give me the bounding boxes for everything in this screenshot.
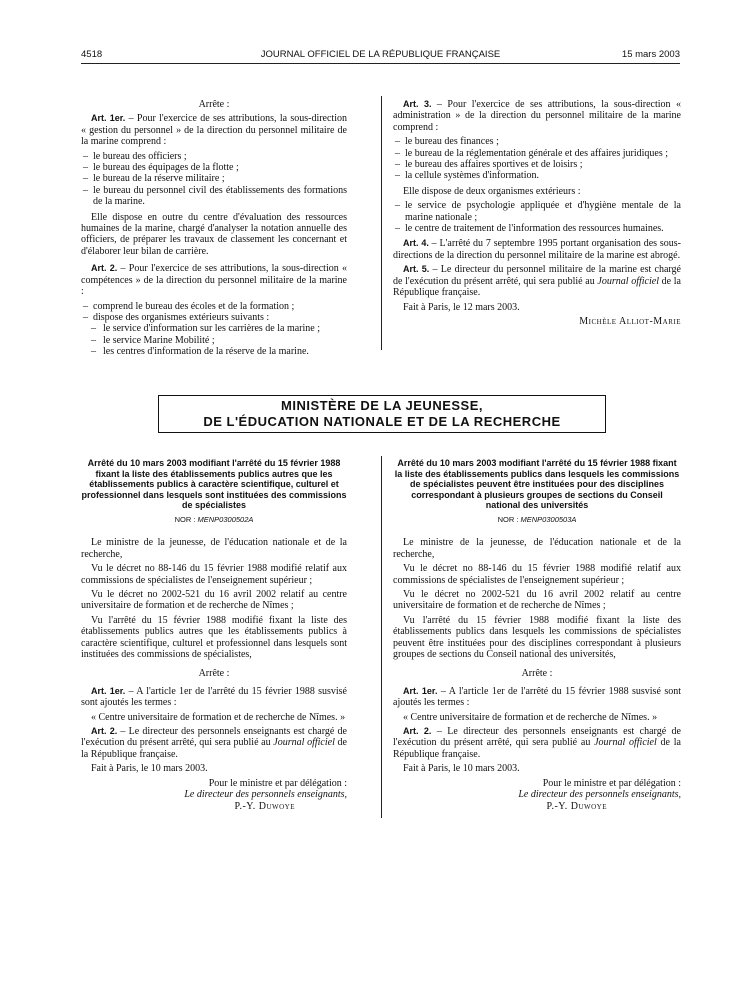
quote: « Centre universitaire de formation et de recherche de Nîmes. »	[403, 711, 658, 723]
paragraph: Elle dispose de deux organismes extérieurs :	[403, 185, 581, 197]
article-text: de la République française.	[81, 737, 347, 760]
list-item: – le bureau des officiers ;	[81, 151, 347, 162]
list-item: – le bureau des équipages de la flotte ;	[81, 162, 347, 173]
column-divider	[381, 456, 382, 818]
delegation-line: Pour le ministre et par délégation :	[542, 777, 681, 789]
decree-title: Arrêté du 10 mars 2003 modifiant l'arrêté du 15 février 1988 fixant la liste des établissements publics dans lesquels les commissions de spécialistes peuvent être instituées pour des disciplines correspondant à plusieurs groupes de sections du Conseil national des universités	[394, 458, 680, 511]
decree-title: Arrêté du 10 mars 2003 modifiant l'arrêté du 15 février 1988 fixant la liste des établissements publics autres que les établissements publics à caractère scientifique, culturel et professionnel dans lesquels sont instituées des commissions de spécialistes	[81, 458, 347, 511]
arrete-heading: Arrête :	[198, 668, 230, 680]
journal-name: Journal officiel	[273, 737, 335, 749]
article-text: de la République française.	[393, 275, 681, 299]
article-text: – A l'article 1er de l'arrêté du 15 février 1988 susvisé sont ajoutés les termes :	[81, 685, 347, 709]
date-line: Fait à Paris, le 12 mars 2003.	[403, 301, 520, 313]
date-line: Fait à Paris, le 10 mars 2003.	[91, 763, 208, 775]
ministry-line-2: DE L'ÉDUCATION NATIONALE ET DE LA RECHERCHE	[203, 414, 561, 429]
journal-name: Journal officiel	[594, 737, 657, 749]
quote: « Centre universitaire de formation et de recherche de Nîmes. »	[91, 711, 346, 723]
list-item: – le bureau de la réserve militaire ;	[81, 173, 347, 184]
list-item: – dispose des organismes extérieurs suivants :	[81, 312, 347, 323]
article-label: Art. 4.	[403, 238, 429, 249]
external-organisms-list	[393, 200, 681, 234]
article-4	[393, 238, 681, 261]
date-line: Fait à Paris, le 10 mars 2003.	[403, 763, 520, 775]
list-item: – le bureau des finances ;	[393, 136, 681, 147]
nor-label: NOR :	[174, 514, 198, 524]
nor-reference	[81, 514, 347, 525]
article-text: – Le directeur des personnels enseignants est chargé de l'exécution du présent arrêté, qui sera publié au	[81, 726, 347, 749]
nor-reference	[393, 514, 681, 525]
ministry-line-1: MINISTÈRE DE LA JEUNESSE,	[281, 398, 483, 413]
article-text: – L'arrêté du 7 septembre 1995 portant organisation des sous-directions de la direction du personnel militaire de la marine est abrogé.	[393, 238, 681, 261]
list-item: – le bureau de la réglementation générale et des affaires juridiques ;	[393, 148, 681, 159]
arrete-heading: Arrête :	[521, 668, 553, 680]
article-1	[81, 113, 347, 147]
article-text: – Pour l'exercice de ses attributions, la sous-direction « administration » de la direction du personnel militaire de la marine comprend :	[393, 99, 681, 133]
delegation-line: Pour le ministre et par délégation :	[208, 777, 347, 789]
article-text: de la République française.	[393, 737, 681, 760]
director-line: Le directeur des personnels enseignants,	[184, 789, 347, 801]
article-text: – Pour l'exercice de ses attributions, la sous-direction « gestion du personnel » de la direction du personnel militaire de la marine comprend :	[81, 113, 347, 148]
list-item: – le service d'information sur les carrières de la marine ;	[81, 323, 347, 334]
article-1-list	[81, 151, 347, 208]
article-label: Art. 2.	[91, 726, 118, 737]
list-item: – le centre de traitement de l'information des ressources humaines.	[393, 223, 681, 234]
list-item: – le service de psychologie appliquée et d'hygiène mentale de la marine nationale ;	[393, 200, 681, 223]
article-text: – Le directeur du personnel militaire de la marine est chargé de l'exécution du présent arrêté, qui sera publié au	[393, 264, 681, 287]
paragraph: Vu le décret no 2002-521 du 16 avril 2002 relatif au centre universitaire de formation et de recherche de Nîmes ;	[81, 589, 347, 612]
list-item: – comprend le bureau des écoles et de la formation ;	[81, 301, 347, 312]
article-2-sublist	[81, 323, 347, 357]
page-header	[81, 49, 680, 63]
top-right-column	[393, 99, 681, 330]
article-5	[393, 264, 681, 298]
header-rule	[81, 63, 680, 64]
article-label: Art. 3.	[403, 99, 432, 109]
article-3	[393, 99, 681, 133]
column-divider	[381, 96, 382, 350]
article-3-list	[393, 136, 681, 182]
paragraph: Vu le décret no 2002-521 du 16 avril 2002 relatif au centre universitaire de formation et de recherche de Nîmes ;	[393, 589, 681, 612]
ministry-heading	[158, 395, 606, 433]
paragraph: Le ministre de la jeunesse, de l'éducation nationale et de la recherche,	[81, 537, 347, 560]
list-item: – le bureau du personnel civil des établissements des formations de la marine.	[81, 185, 347, 208]
bottom-left-column	[81, 458, 347, 815]
paragraph: Le ministre de la jeunesse, de l'éducation nationale et de la recherche,	[393, 537, 681, 560]
arrete-heading: Arrête :	[198, 99, 230, 110]
list-item: – les centres d'information de la réserve de la marine.	[81, 346, 347, 357]
signature: P.-Y. Duwoye	[234, 800, 295, 812]
article-text: – A l'article 1er de l'arrêté du 15 février 1988 susvisé sont ajoutés les termes :	[393, 685, 681, 709]
article-1	[81, 686, 347, 709]
top-left-column	[81, 99, 347, 362]
article-2-list	[81, 301, 347, 324]
article-2	[393, 726, 681, 760]
article-label: Art. 5.	[403, 264, 430, 275]
paragraph: Elle dispose en outre du centre d'évaluation des ressources humaines de la marine, chargé d'analyser la notation annuelle des officiers, de préparer les travaux de classement les concernant et d'élaborer leur bilan de carrière.	[81, 211, 347, 257]
article-text: – Le directeur des personnels enseignants est chargé de l'exécution du présent arrêté, qui sera publié au	[393, 726, 681, 749]
paragraph: Vu le décret no 88-146 du 15 février 1988 modifié relatif aux commissions de spécialistes de l'enseignement supérieur ;	[393, 563, 681, 586]
signature: P.-Y. Duwoye	[546, 800, 607, 812]
article-text: – Pour l'exercice de ses attributions, la sous-direction « compétences » de la direction du personnel militaire de la marine :	[81, 263, 348, 298]
article-label: Art. 1er.	[91, 113, 126, 124]
nor-code: MENP0300502A	[197, 514, 254, 524]
nor-code: MENP0300503A	[520, 514, 577, 524]
paragraph: Vu l'arrêté du 15 février 1988 modifié fixant la liste des établissements publics autres que les établissements publics à caractère scientifique, culturel et professionnel dans lesquels sont instituées des commissions de spécialistes,	[81, 614, 347, 661]
article-label: Art. 1er.	[403, 685, 438, 696]
journal-title: JOURNAL OFFICIEL DE LA RÉPUBLIQUE FRANÇAISE	[260, 49, 501, 60]
list-item: – le service Marine Mobilité ;	[81, 335, 347, 346]
nor-label: NOR :	[497, 514, 521, 524]
article-2	[81, 726, 347, 760]
list-item: – la cellule systèmes d'information.	[393, 170, 681, 181]
paragraph: Vu l'arrêté du 15 février 1988 modifié fixant la liste des établissements publics dans lesquels les commissions de spécialistes peuvent être instituées pour des disciplines correspondant à plusieurs groupes de sections du Conseil national des universités,	[393, 614, 681, 661]
article-label: Art. 2.	[91, 263, 118, 274]
article-label: Art. 2.	[403, 726, 432, 737]
list-item: – le bureau des affaires sportives et de loisirs ;	[393, 159, 681, 170]
paragraph: Vu le décret no 88-146 du 15 février 1988 modifié relatif aux commissions de spécialistes de l'enseignement supérieur ;	[81, 563, 347, 586]
article-label: Art. 1er.	[91, 685, 126, 696]
bottom-right-column	[393, 458, 681, 815]
issue-date: 15 mars 2003	[621, 49, 680, 60]
page-number: 4518	[81, 49, 103, 60]
article-1	[393, 686, 681, 709]
journal-name: Journal officiel	[597, 275, 659, 287]
signature: Michèle Alliot-Marie	[579, 315, 681, 327]
article-2	[81, 263, 347, 297]
director-line: Le directeur des personnels enseignants,	[518, 789, 681, 801]
